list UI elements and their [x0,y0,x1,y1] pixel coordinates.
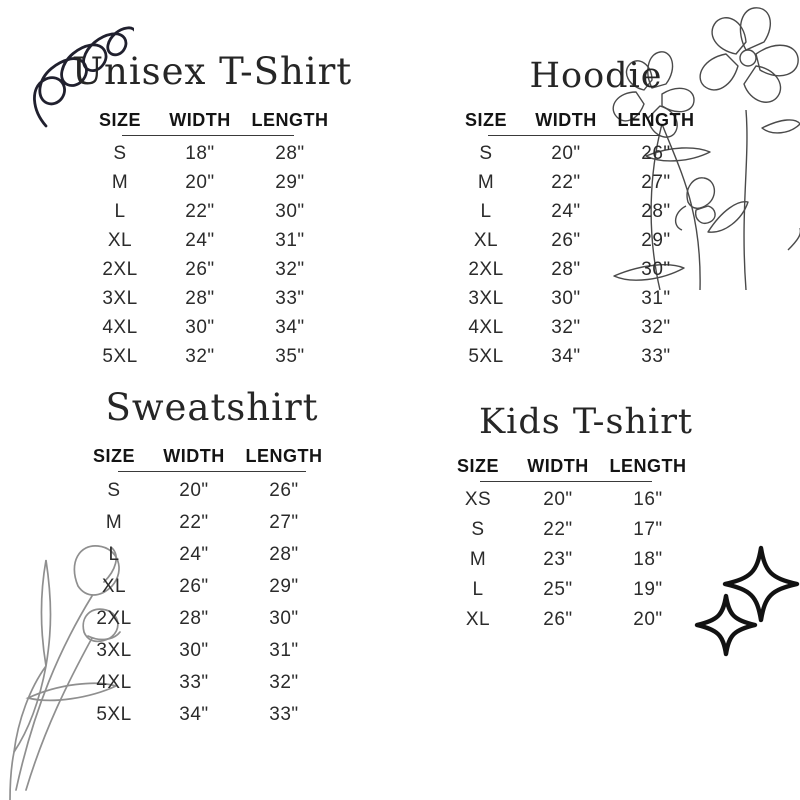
size-cell: 5XL [96,704,132,725]
width-cell: 30" [179,640,209,661]
table-row [78,342,362,371]
size-cell: L [114,200,126,222]
length-cell: 31" [269,640,299,661]
table-row [78,313,362,342]
size-table-kids-tshirt [436,456,736,635]
size-cell: XL [465,609,491,630]
width-cell: 20" [551,142,581,164]
table-row [78,226,362,255]
table-row [436,545,736,575]
size-cell: 3XL [96,640,132,661]
size-cell: M [111,171,129,193]
length-cell: 26" [269,480,299,501]
width-cell: 33" [179,672,209,693]
length-cell: 29" [275,171,305,193]
table-row [78,139,362,168]
size-cell: M [469,549,487,570]
table-row [72,475,362,507]
width-cell: 22" [179,512,209,533]
length-cell: 19" [633,579,663,600]
length-cell: 35" [275,345,305,367]
length-cell: 20" [633,609,663,630]
size-cell: 3XL [468,287,504,309]
table-row [444,284,746,313]
size-cell: XL [473,229,499,251]
width-cell: 30" [551,287,581,309]
header-divider [480,481,652,482]
size-cell: L [472,579,484,600]
size-cell: S [113,142,127,164]
size-cell: 5XL [102,345,138,367]
length-cell: 33" [275,287,305,309]
width-cell: 22" [185,200,215,222]
header-cell-size: SIZE [456,456,499,476]
width-cell: 22" [543,519,573,540]
width-cell: 32" [185,345,215,367]
length-cell: 26" [641,142,671,164]
size-cell: 4XL [468,316,504,338]
width-cell: 25" [543,579,573,600]
size-cell: S [107,480,121,501]
length-cell: 29" [269,576,299,597]
table-row [78,168,362,197]
size-cell: 4XL [96,672,132,693]
header-cell-length: LENGTH [245,446,323,466]
length-cell: 28" [275,142,305,164]
size-cell: L [108,544,120,565]
header-cell-width: WIDTH [163,446,225,466]
header-divider [122,135,294,136]
header-divider [118,471,306,472]
table-row [444,226,746,255]
size-table-hoodie [444,110,746,371]
width-cell: 28" [551,258,581,280]
header-cell-width: WIDTH [527,456,589,476]
table-title-kids-tshirt: Kids T-shirt [479,402,693,442]
width-cell: 34" [179,704,209,725]
length-cell: 27" [269,512,299,533]
table-row [444,139,746,168]
table-row [444,313,746,342]
width-cell: 28" [185,287,215,309]
table-row [436,605,736,635]
section-hoodie [446,52,746,371]
table-row [72,603,362,635]
length-cell: 29" [641,229,671,251]
length-cell: 28" [269,544,299,565]
header-cell-length: LENGTH [609,456,687,476]
table-title-hoodie: Hoodie [529,56,663,96]
length-cell: 32" [641,316,671,338]
width-cell: 26" [179,576,209,597]
table-row [444,342,746,371]
length-cell: 18" [633,549,663,570]
length-cell: 30" [269,608,299,629]
table-row [72,699,362,731]
table-row [436,515,736,545]
size-cell: L [480,200,492,222]
length-cell: 17" [633,519,663,540]
table-row [444,197,746,226]
width-cell: 20" [179,480,209,501]
width-cell: 24" [551,200,581,222]
width-cell: 30" [185,316,215,338]
section-kids-tshirt [436,398,736,635]
header-cell-length: LENGTH [251,110,329,130]
table-row [78,197,362,226]
width-cell: 20" [543,489,573,510]
size-cell: 3XL [102,287,138,309]
size-cell: 2XL [468,258,504,280]
size-cell: 2XL [96,608,132,629]
size-table-sweatshirt [72,446,362,731]
size-cell: XL [107,229,133,251]
width-cell: 24" [179,544,209,565]
length-cell: 16" [633,489,663,510]
table-title-sweatshirt: Sweatshirt [105,386,319,429]
table-row [78,255,362,284]
length-cell: 33" [641,345,671,367]
width-cell: 20" [185,171,215,193]
width-cell: 32" [551,316,581,338]
size-cell: 5XL [468,345,504,367]
width-cell: 18" [185,142,215,164]
length-cell: 28" [641,200,671,222]
size-cell: XS [464,489,492,510]
width-cell: 26" [185,258,215,280]
table-header-row [436,456,736,477]
length-cell: 32" [269,672,299,693]
size-cell: S [471,519,485,540]
table-row [444,255,746,284]
width-cell: 26" [551,229,581,251]
header-divider [488,135,660,136]
table-row [78,284,362,313]
table-title-unisex-tshirt: Unisex T-Shirt [71,50,353,93]
section-sweatshirt [62,384,362,731]
length-cell: 30" [641,258,671,280]
table-row [72,507,362,539]
table-row [444,168,746,197]
header-cell-size: SIZE [92,446,135,466]
size-cell: M [105,512,123,533]
length-cell: 31" [641,287,671,309]
size-cell: 4XL [102,316,138,338]
table-row [72,539,362,571]
width-cell: 24" [185,229,215,251]
length-cell: 27" [641,171,671,193]
length-cell: 31" [275,229,305,251]
width-cell: 26" [543,609,573,630]
length-cell: 34" [275,316,305,338]
length-cell: 30" [275,200,305,222]
width-cell: 22" [551,171,581,193]
size-cell: S [479,142,493,164]
table-row [436,575,736,605]
table-header-row [72,446,362,467]
table-row [72,667,362,699]
table-row [72,635,362,667]
table-header-row [444,110,746,131]
width-cell: 28" [179,608,209,629]
table-row [436,485,736,515]
length-cell: 33" [269,704,299,725]
width-cell: 23" [543,549,573,570]
size-cell: XL [101,576,127,597]
header-cell-size: SIZE [98,110,141,130]
length-cell: 32" [275,258,305,280]
header-cell-length: LENGTH [617,110,695,130]
header-cell-width: WIDTH [169,110,231,130]
width-cell: 34" [551,345,581,367]
header-cell-size: SIZE [464,110,507,130]
size-cell: M [477,171,495,193]
table-row [72,571,362,603]
size-table-unisex-tshirt [78,110,362,371]
section-unisex-tshirt [62,48,362,371]
size-cell: 2XL [102,258,138,280]
header-cell-width: WIDTH [535,110,597,130]
table-header-row [78,110,362,131]
